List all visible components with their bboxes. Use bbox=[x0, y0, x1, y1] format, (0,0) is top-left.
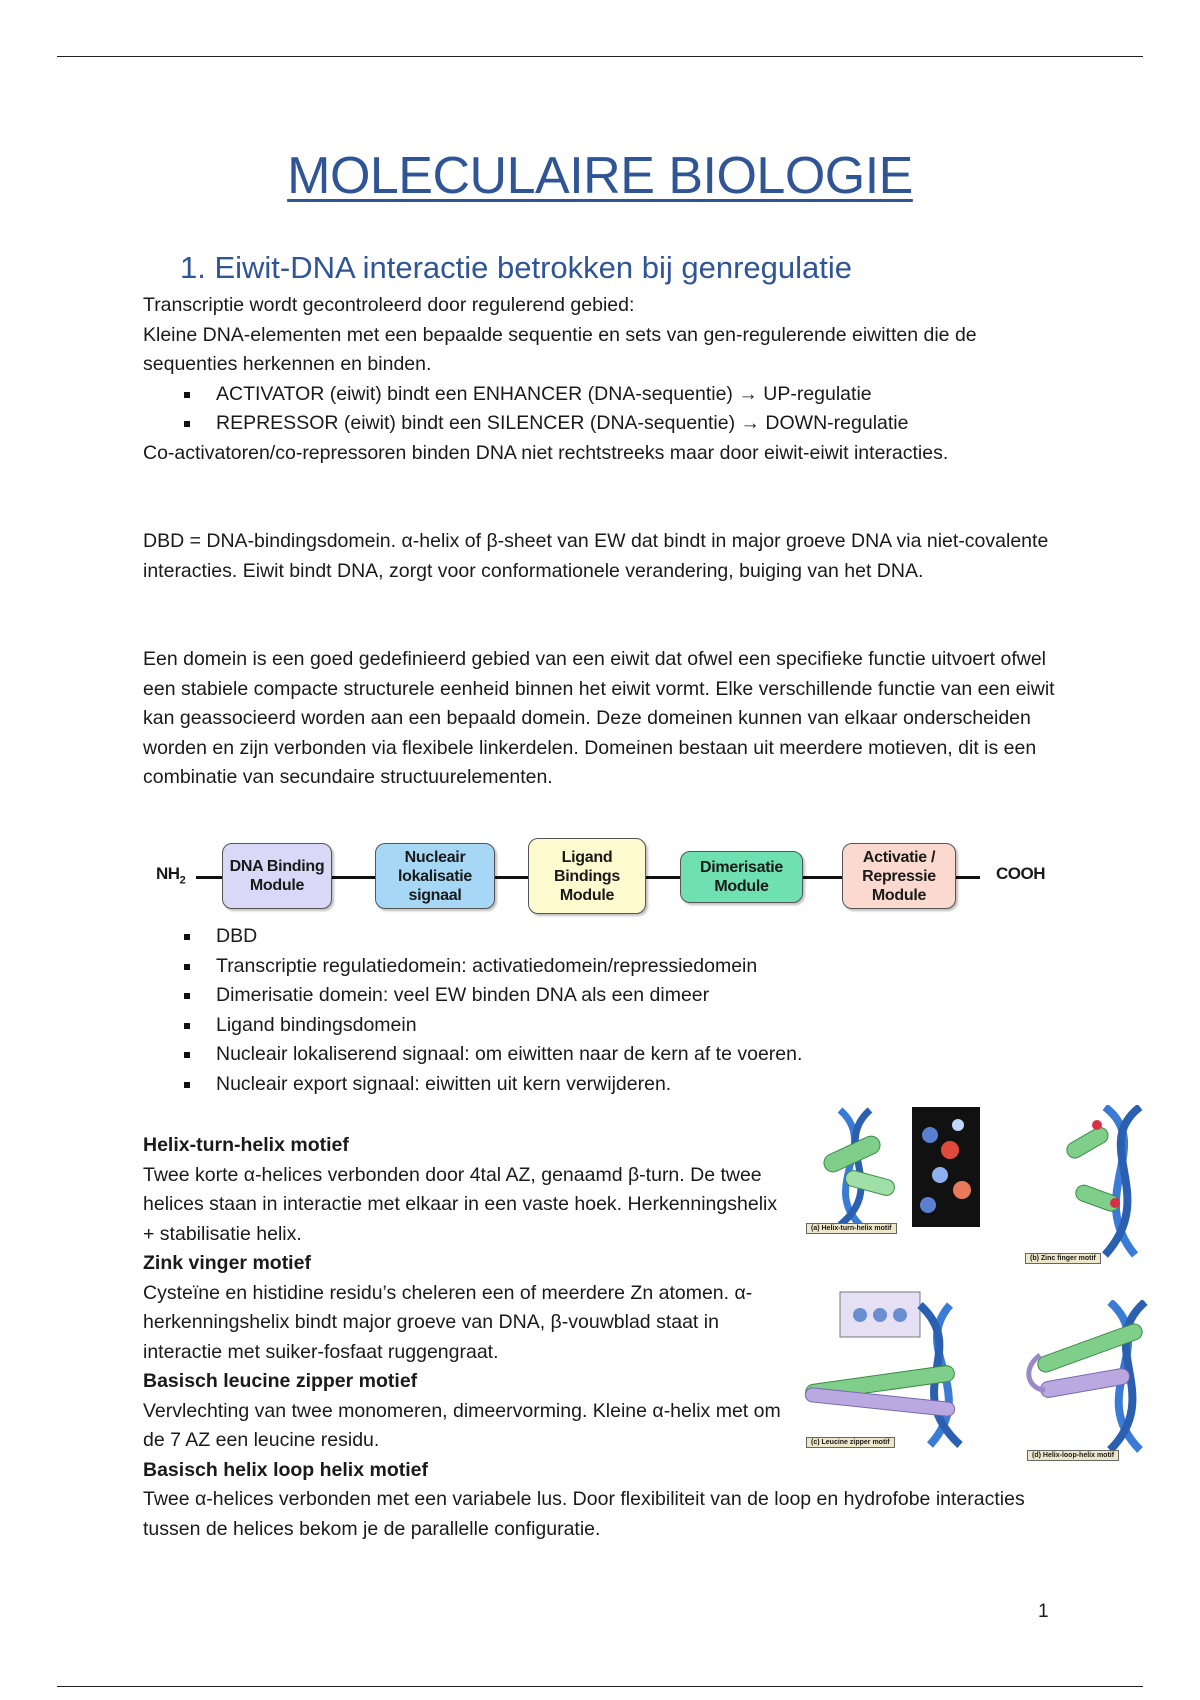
list-item: Nucleair export signaal: eiwitten uit kern verwijderen. bbox=[143, 1070, 1073, 1100]
list-item: Ligand bindingsdomein bbox=[143, 1011, 1073, 1041]
header-rule bbox=[57, 56, 1143, 57]
figure-leucine-zipper bbox=[800, 1270, 990, 1455]
helix-loop-helix-illustration bbox=[1015, 1300, 1195, 1470]
regulation-list bbox=[143, 380, 1073, 439]
figure-caption: (b) Zinc finger motif bbox=[1025, 1253, 1101, 1264]
motif-title: Basisch leucine zipper motief bbox=[143, 1370, 418, 1392]
figure-caption: (a) Helix-turn-helix motif bbox=[806, 1223, 897, 1234]
intro-line-1: Transcriptie wordt gecontroleerd door regulerend gebied: bbox=[143, 294, 635, 316]
motifs-block bbox=[143, 1131, 783, 1485]
module-dimerisation: Dimerisatie Module bbox=[680, 851, 803, 903]
figure-caption: (d) Helix-loop-helix motif bbox=[1027, 1450, 1119, 1461]
domain-diagram bbox=[150, 835, 1060, 915]
list-item: Nucleair lokaliserend signaal: om eiwitten naar de kern af te voeren. bbox=[143, 1040, 1073, 1070]
helix-turn-helix-illustration bbox=[800, 1105, 990, 1240]
n-terminus-label: $NH_2$ bbox=[156, 864, 186, 887]
figure-helix-loop-helix bbox=[1015, 1300, 1195, 1470]
list-item: ACTIVATOR (eiwit) bindt een ENHANCER (DNA-sequentie) → UP-regulatie bbox=[143, 380, 1073, 410]
domain-list bbox=[143, 922, 1073, 1099]
page-number: 1 bbox=[1038, 1601, 1049, 1622]
module-activation-repression: Activatie / Repressie Module bbox=[842, 843, 956, 909]
leucine-zipper-illustration bbox=[800, 1270, 990, 1455]
list-item: Transcriptie regulatiedomein: activatiedomein/repressiedomein bbox=[143, 952, 1073, 982]
zinc-finger-illustration bbox=[1025, 1105, 1195, 1270]
module-nuclear-localization: Nucleair lokalisatie signaal bbox=[375, 843, 495, 909]
dbd-paragraph: DBD = DNA-bindingsdomein. α-helix of β-sheet van EW dat bindt in major groeve DNA via niet-covalente interacties. Eiwit bindt DNA, zorgt voor conformationele verandering, buiging van het DNA. bbox=[143, 530, 1049, 582]
list-item: DBD bbox=[143, 922, 1073, 952]
list-item: REPRESSOR (eiwit) bindt een SILENCER (DNA-sequentie) → DOWN-regulatie bbox=[143, 409, 1073, 439]
section-heading: 1. Eiwit-DNA interactie betrokken bij genregulatie bbox=[180, 250, 853, 285]
module-dna-binding: DNA Binding Module bbox=[222, 843, 332, 909]
figure-zinc-finger bbox=[1025, 1105, 1195, 1270]
domain-paragraph: Een domein is een goed gedefinieerd gebied van een eiwit dat ofwel een specifieke functie uitvoert ofwel een stabiele compacte structurele eenheid binnen het eiwit vormt. Elke verschillende functie van een eiwit kan geassocieerd worden aan een bepaald domein. Deze domeinen kunnen van elkaar onderscheiden worden en zijn verbonden via flexibele linkerdelen. Domeinen bestaan uit meerdere motieven, dit is een combinatie van secundaire structuurelementen. bbox=[143, 648, 1055, 788]
motif-title: Basisch helix loop helix motief bbox=[143, 1458, 428, 1481]
intro-line-3: Co-activatoren/co-repressoren binden DNA niet rechtstreeks maar door eiwit-eiwit interacties. bbox=[143, 441, 949, 464]
motif-text: Twee korte α-helices verbonden door 4tal AZ, genaamd β-turn. De twee helices staan in interactie met elkaar in een vaste hoek. Herkenningshelix + stabilisatie helix. bbox=[143, 1163, 778, 1245]
motif-title: Helix-turn-helix motief bbox=[143, 1134, 349, 1156]
list-item: Dimerisatie domein: veel EW binden DNA als een dimeer bbox=[143, 981, 1073, 1011]
motif-text: Vervlechting van twee monomeren, dimeervorming. Kleine α-helix met om de 7 AZ een leucine residu. bbox=[143, 1399, 781, 1451]
c-terminus-label: COOH bbox=[996, 864, 1045, 883]
domain-list-block bbox=[143, 922, 1073, 1099]
motif-title: Zink vinger motief bbox=[143, 1252, 311, 1274]
figure-caption: (c) Leucine zipper motif bbox=[806, 1437, 895, 1448]
module-ligand-binding: Ligand Bindings Module bbox=[528, 838, 646, 914]
intro-line-2: Kleine DNA-elementen met een bepaalde sequentie en sets van gen-regulerende eiwitten die de sequenties herkennen en binden. bbox=[143, 323, 977, 375]
intro-block bbox=[143, 291, 1073, 468]
document-title: MOLECULAIRE BIOLOGIE bbox=[287, 147, 913, 205]
figure-helix-turn-helix bbox=[800, 1105, 990, 1240]
motif-text: Cysteïne en histidine residu’s cheleren een of meerdere Zn atomen. α-herkenningshelix bindt major groeve van DNA, β-vouwblad staat in interactie met suiker-fosfaat ruggengraat. bbox=[143, 1281, 753, 1363]
footer-rule bbox=[57, 1686, 1143, 1687]
motif-text-wide: Twee α-helices verbonden met een variabele lus. Door flexibiliteit van de loop en hydrofobe interacties tussen de helices bekom je de parallelle configuratie. bbox=[143, 1488, 1025, 1540]
